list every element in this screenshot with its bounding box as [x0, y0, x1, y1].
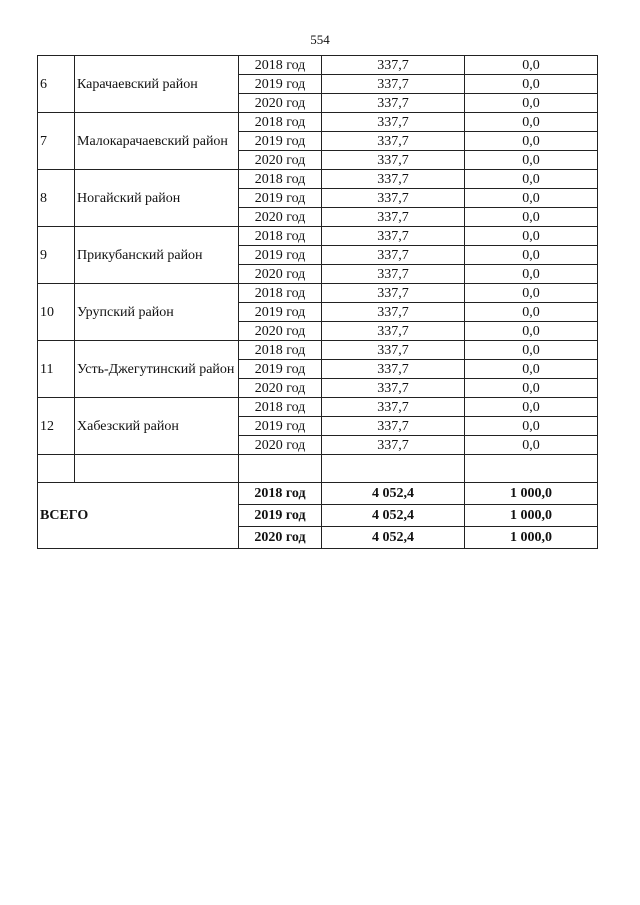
total-year-cell: 2020 год — [239, 527, 322, 549]
amount-cell: 337,7 — [322, 246, 465, 265]
amount-cell: 337,7 — [322, 94, 465, 113]
budget-table-body — [38, 56, 598, 549]
empty-cell — [239, 455, 322, 483]
amount-cell: 337,7 — [322, 303, 465, 322]
amount-cell: 337,7 — [322, 151, 465, 170]
district-name: Прикубанский район — [75, 227, 239, 284]
amount-cell: 337,7 — [322, 379, 465, 398]
amount-cell: 0,0 — [465, 265, 598, 284]
amount-cell: 337,7 — [322, 436, 465, 455]
total-label: ВСЕГО — [38, 483, 239, 549]
district-number: 9 — [38, 227, 75, 284]
year-cell: 2019 год — [239, 303, 322, 322]
table-row — [38, 56, 598, 75]
table-row — [38, 113, 598, 132]
year-cell: 2020 год — [239, 208, 322, 227]
amount-cell: 0,0 — [465, 417, 598, 436]
total-amount-cell: 1 000,0 — [465, 505, 598, 527]
amount-cell: 0,0 — [465, 56, 598, 75]
amount-cell: 0,0 — [465, 436, 598, 455]
amount-cell: 0,0 — [465, 75, 598, 94]
empty-cell — [38, 455, 75, 483]
amount-cell: 0,0 — [465, 246, 598, 265]
year-cell: 2020 год — [239, 436, 322, 455]
empty-row — [38, 455, 598, 483]
total-amount-cell: 1 000,0 — [465, 527, 598, 549]
budget-table — [37, 55, 598, 549]
empty-cell — [75, 455, 239, 483]
amount-cell: 337,7 — [322, 398, 465, 417]
year-cell: 2018 год — [239, 56, 322, 75]
year-cell: 2019 год — [239, 75, 322, 94]
year-cell: 2019 год — [239, 132, 322, 151]
amount-cell: 337,7 — [322, 170, 465, 189]
amount-cell: 337,7 — [322, 132, 465, 151]
district-number: 10 — [38, 284, 75, 341]
table-row — [38, 341, 598, 360]
amount-cell: 0,0 — [465, 322, 598, 341]
year-cell: 2019 год — [239, 417, 322, 436]
district-name: Усть-Джегутинский район — [75, 341, 239, 398]
amount-cell: 337,7 — [322, 322, 465, 341]
year-cell: 2018 год — [239, 341, 322, 360]
amount-cell: 0,0 — [465, 170, 598, 189]
year-cell: 2020 год — [239, 151, 322, 170]
year-cell: 2018 год — [239, 284, 322, 303]
district-number: 11 — [38, 341, 75, 398]
amount-cell: 0,0 — [465, 208, 598, 227]
year-cell: 2019 год — [239, 360, 322, 379]
amount-cell: 337,7 — [322, 189, 465, 208]
total-amount-cell: 4 052,4 — [322, 505, 465, 527]
year-cell: 2020 год — [239, 322, 322, 341]
amount-cell: 337,7 — [322, 113, 465, 132]
table-row — [38, 398, 598, 417]
district-number: 7 — [38, 113, 75, 170]
amount-cell: 0,0 — [465, 132, 598, 151]
amount-cell: 0,0 — [465, 379, 598, 398]
year-cell: 2018 год — [239, 113, 322, 132]
amount-cell: 337,7 — [322, 417, 465, 436]
amount-cell: 0,0 — [465, 227, 598, 246]
year-cell: 2019 год — [239, 189, 322, 208]
total-row — [38, 483, 598, 505]
total-year-cell: 2019 год — [239, 505, 322, 527]
amount-cell: 0,0 — [465, 303, 598, 322]
amount-cell: 337,7 — [322, 265, 465, 284]
district-name: Карачаевский район — [75, 56, 239, 113]
year-cell: 2018 год — [239, 398, 322, 417]
total-amount-cell: 4 052,4 — [322, 483, 465, 505]
table-row — [38, 170, 598, 189]
empty-cell — [465, 455, 598, 483]
page-number: 554 — [310, 32, 330, 47]
amount-cell: 337,7 — [322, 75, 465, 94]
amount-cell: 0,0 — [465, 284, 598, 303]
amount-cell: 0,0 — [465, 341, 598, 360]
district-name: Урупский район — [75, 284, 239, 341]
table-row — [38, 227, 598, 246]
year-cell: 2020 год — [239, 379, 322, 398]
district-number: 8 — [38, 170, 75, 227]
amount-cell: 337,7 — [322, 56, 465, 75]
year-cell: 2018 год — [239, 170, 322, 189]
amount-cell: 337,7 — [322, 227, 465, 246]
amount-cell: 337,7 — [322, 284, 465, 303]
total-amount-cell: 1 000,0 — [465, 483, 598, 505]
amount-cell: 0,0 — [465, 151, 598, 170]
year-cell: 2018 год — [239, 227, 322, 246]
amount-cell: 337,7 — [322, 208, 465, 227]
amount-cell: 0,0 — [465, 113, 598, 132]
district-name: Малокарачаевский район — [75, 113, 239, 170]
amount-cell: 0,0 — [465, 360, 598, 379]
amount-cell: 0,0 — [465, 189, 598, 208]
district-name: Хабезский район — [75, 398, 239, 455]
amount-cell: 0,0 — [465, 398, 598, 417]
district-name: Ногайский район — [75, 170, 239, 227]
amount-cell: 337,7 — [322, 341, 465, 360]
total-year-cell: 2018 год — [239, 483, 322, 505]
year-cell: 2020 год — [239, 94, 322, 113]
year-cell: 2020 год — [239, 265, 322, 284]
district-number: 12 — [38, 398, 75, 455]
empty-cell — [322, 455, 465, 483]
table-row — [38, 284, 598, 303]
total-amount-cell: 4 052,4 — [322, 527, 465, 549]
amount-cell: 0,0 — [465, 94, 598, 113]
year-cell: 2019 год — [239, 246, 322, 265]
amount-cell: 337,7 — [322, 360, 465, 379]
district-number: 6 — [38, 56, 75, 113]
